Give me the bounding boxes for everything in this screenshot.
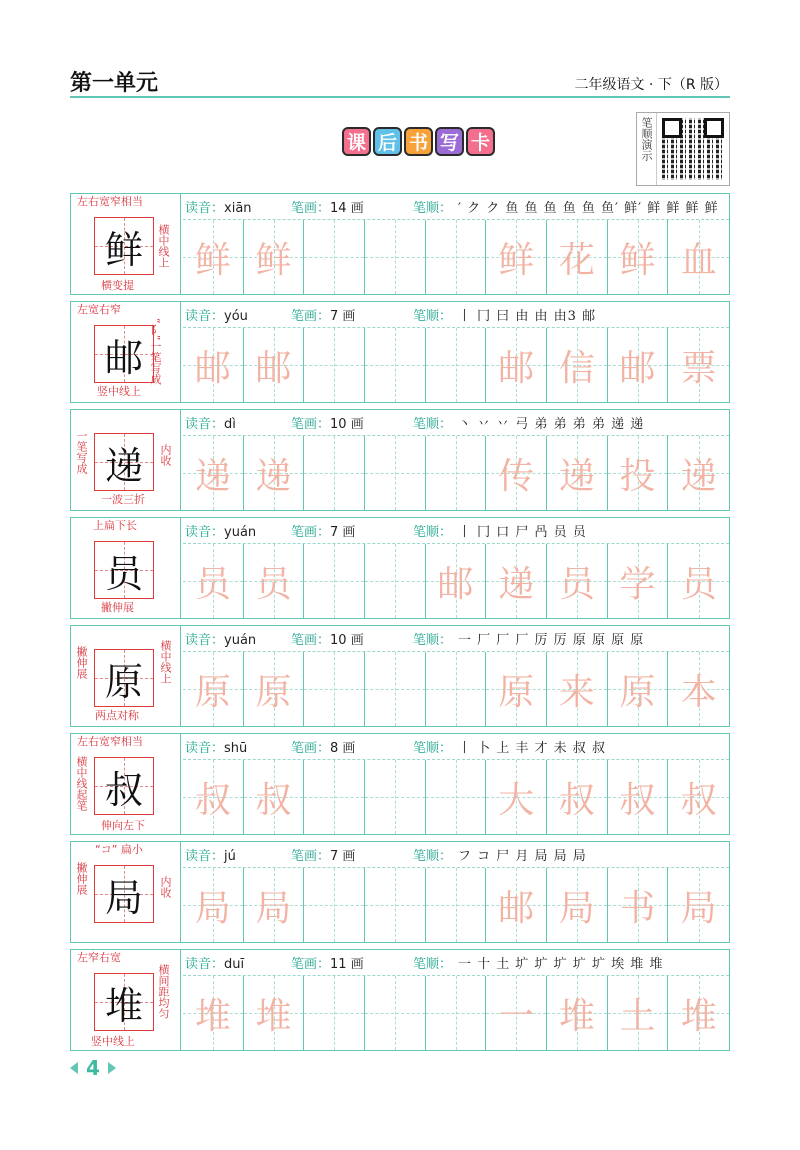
qr-code-icon[interactable] (662, 118, 724, 180)
trace-char: 递 (680, 455, 717, 497)
trace-char: 邮 (437, 563, 474, 605)
order-label: 笔顺： (413, 309, 453, 324)
model-char-panel (71, 842, 181, 942)
practice-cell[interactable] (547, 760, 608, 834)
practice-cell[interactable] (304, 436, 365, 510)
writing-tip: 一波三折 (101, 493, 145, 506)
practice-cell[interactable] (365, 220, 426, 294)
trace-char: 鲜 (255, 239, 292, 281)
model-char-panel (71, 626, 181, 726)
trace-char (304, 436, 364, 510)
writing-row (70, 409, 730, 511)
trace-char: 局 (255, 887, 292, 929)
model-char: 邮 (104, 335, 143, 380)
trace-char (365, 760, 425, 834)
trace-char: 土 (619, 995, 656, 1037)
writing-row (70, 733, 730, 835)
practice-cell[interactable] (426, 544, 487, 618)
writing-row (70, 625, 730, 727)
model-char-panel (71, 410, 181, 510)
trace-char: 局 (194, 887, 231, 929)
practice-cell[interactable] (183, 436, 244, 510)
practice-cell[interactable] (668, 760, 729, 834)
trace-char: 局 (558, 887, 595, 929)
writing-row (70, 193, 730, 295)
practice-cell[interactable] (608, 220, 669, 294)
trace-char (304, 220, 364, 294)
order-label: 笔顺： (413, 957, 453, 972)
practice-cell[interactable] (547, 868, 608, 942)
writing-tip: 伸向左下 (101, 819, 145, 832)
model-char-panel (71, 518, 181, 618)
practice-cell[interactable] (365, 976, 426, 1050)
practice-grid (183, 328, 729, 402)
practice-cell[interactable] (365, 436, 426, 510)
practice-cell[interactable] (668, 976, 729, 1050)
writing-tip: 撇伸展 (75, 862, 88, 895)
tianzige-box (94, 325, 154, 383)
pinyin: xiān (224, 201, 252, 216)
char-info (183, 626, 729, 652)
model-char: 鲜 (104, 227, 143, 272)
stroke-order: ′ ク ク 鱼 鱼 鱼 鱼 鱼 鱼′ 鲜′ 鲜 鲜 鲜 鲜 (458, 201, 719, 216)
practice-cell[interactable] (426, 436, 487, 510)
pinyin: yóu (224, 309, 248, 324)
practice-cell[interactable] (244, 220, 305, 294)
writing-row (70, 949, 730, 1051)
trace-char (365, 652, 425, 726)
practice-cell[interactable] (304, 544, 365, 618)
pager (70, 1056, 116, 1080)
writing-tip: 左宽右窄 (77, 303, 121, 316)
tianzige-box (94, 649, 154, 707)
stroke-count: 7 画 (330, 525, 356, 540)
trace-char: 票 (680, 347, 717, 389)
trace-char: 邮 (498, 887, 535, 929)
practice-cell[interactable] (244, 868, 305, 942)
practice-cell[interactable] (668, 328, 729, 402)
trace-char: 叔 (680, 779, 717, 821)
stroke-order: 丨 冂 口 尸 冎 员 员 (458, 525, 587, 540)
practice-grid (183, 544, 729, 618)
card-title-char: 书 (404, 127, 433, 156)
writing-row (70, 841, 730, 943)
trace-char: 原 (498, 671, 535, 713)
writing-tip: 左窄右宽 (77, 951, 121, 964)
qr-box[interactable] (636, 112, 730, 186)
practice-cell[interactable] (304, 760, 365, 834)
trace-char (426, 220, 486, 294)
practice-cell[interactable] (668, 220, 729, 294)
trace-char: 叔 (619, 779, 656, 821)
model-char-panel (71, 302, 181, 402)
trace-char: 学 (619, 563, 656, 605)
practice-cell[interactable] (486, 220, 547, 294)
order-label: 笔顺： (413, 201, 453, 216)
char-info (183, 194, 729, 220)
practice-cell[interactable] (244, 544, 305, 618)
practice-cell[interactable] (304, 328, 365, 402)
trace-char: 鲜 (498, 239, 535, 281)
practice-cell[interactable] (547, 976, 608, 1050)
order-label: 笔顺： (413, 525, 453, 540)
reading-label: 读音： (185, 633, 225, 648)
practice-grid (183, 436, 729, 510)
practice-cell[interactable] (244, 436, 305, 510)
trace-char: 递 (558, 455, 595, 497)
pinyin: dì (224, 417, 236, 432)
pinyin: yuán (224, 525, 257, 540)
writing-tip: “コ” 扁小 (95, 843, 143, 856)
trace-char: 投 (619, 455, 656, 497)
practice-cell[interactable] (486, 652, 547, 726)
strokes-label: 笔画： (291, 741, 331, 756)
practice-cell[interactable] (608, 328, 669, 402)
unit-title: 第一单元 (70, 71, 159, 96)
practice-cell[interactable] (486, 436, 547, 510)
practice-cell[interactable] (486, 328, 547, 402)
stroke-order: フ コ 尸 月 局 局 局 (458, 849, 587, 864)
reading-label: 读音： (185, 741, 225, 756)
practice-grid (183, 652, 729, 726)
model-char-panel (71, 734, 181, 834)
practice-cell[interactable] (547, 328, 608, 402)
trace-char: 叔 (255, 779, 292, 821)
trace-char: 邮 (255, 347, 292, 389)
order-label: 笔顺： (413, 633, 453, 648)
practice-cell[interactable] (365, 868, 426, 942)
card-title (342, 127, 495, 156)
model-char: 叔 (104, 767, 143, 812)
practice-cell[interactable] (426, 760, 487, 834)
writing-tip: 竖中线上 (97, 385, 141, 398)
trace-char: 员 (255, 563, 292, 605)
practice-cell[interactable] (183, 760, 244, 834)
practice-cell[interactable] (183, 976, 244, 1050)
reading-label: 读音： (185, 525, 225, 540)
stroke-count: 7 画 (330, 309, 356, 324)
practice-cell[interactable] (304, 868, 365, 942)
stroke-count: 11 画 (330, 957, 364, 972)
order-label: 笔顺： (413, 849, 453, 864)
practice-cell[interactable] (304, 976, 365, 1050)
practice-grid (183, 868, 729, 942)
trace-char (365, 436, 425, 510)
writing-tip: “阝”一笔写成 (149, 318, 162, 385)
practice-cell[interactable] (426, 976, 487, 1050)
practice-cell[interactable] (486, 976, 547, 1050)
tianzige-box (94, 865, 154, 923)
practice-cell[interactable] (426, 652, 487, 726)
trace-char: 员 (680, 563, 717, 605)
prev-arrow-icon[interactable] (70, 1062, 78, 1074)
practice-grid (183, 220, 729, 294)
trace-char (426, 868, 486, 942)
card-title-char: 卡 (466, 127, 495, 156)
trace-char: 花 (558, 239, 595, 281)
stroke-order: 丨 冂 曰 由 由 由3 邮 (458, 309, 597, 324)
practice-cell[interactable] (244, 976, 305, 1050)
reading-label: 读音： (185, 957, 225, 972)
writing-tip: 横间距均匀 (157, 964, 170, 1019)
practice-cell[interactable] (608, 976, 669, 1050)
practice-cell[interactable] (244, 652, 305, 726)
practice-cell[interactable] (426, 328, 487, 402)
practice-cell[interactable] (668, 652, 729, 726)
writing-tip: 内收 (159, 876, 172, 898)
practice-cell[interactable] (486, 868, 547, 942)
practice-cell[interactable] (608, 436, 669, 510)
trace-char: 叔 (194, 779, 231, 821)
trace-char: 递 (498, 563, 535, 605)
trace-char (304, 652, 364, 726)
next-arrow-icon[interactable] (108, 1062, 116, 1074)
writing-row (70, 517, 730, 619)
strokes-label: 笔画： (291, 309, 331, 324)
trace-char (365, 220, 425, 294)
card-title-char: 课 (342, 127, 371, 156)
trace-char: 邮 (194, 347, 231, 389)
practice-cell[interactable] (608, 652, 669, 726)
practice-cell[interactable] (365, 328, 426, 402)
practice-cell[interactable] (183, 220, 244, 294)
practice-cell[interactable] (183, 652, 244, 726)
trace-char: 原 (255, 671, 292, 713)
trace-char (426, 436, 486, 510)
practice-cell[interactable] (668, 544, 729, 618)
trace-char: 员 (558, 563, 595, 605)
practice-cell[interactable] (365, 544, 426, 618)
trace-char (426, 760, 486, 834)
writing-tip: 撇伸展 (75, 646, 88, 679)
writing-tip: 两点对称 (95, 709, 139, 722)
stroke-order: 丶 丷 丷 弓 弟 弟 弟 弟 递 递 (458, 417, 645, 432)
trace-char (365, 544, 425, 618)
trace-char: 叔 (558, 779, 595, 821)
practice-cell[interactable] (668, 868, 729, 942)
trace-char: 堆 (558, 995, 595, 1037)
order-label: 笔顺： (413, 417, 453, 432)
trace-char: 堆 (255, 995, 292, 1037)
trace-char: 堆 (680, 995, 717, 1037)
writing-tip: 横中线上 (159, 640, 172, 684)
strokes-label: 笔画： (291, 633, 331, 648)
trace-char (426, 652, 486, 726)
trace-char (304, 544, 364, 618)
trace-char (426, 328, 486, 402)
model-char-panel (71, 950, 181, 1050)
trace-char: 本 (680, 671, 717, 713)
trace-char (365, 328, 425, 402)
writing-tip: 左右宽窄相当 (77, 735, 143, 748)
practice-cell[interactable] (183, 328, 244, 402)
char-info (183, 842, 729, 868)
practice-cell[interactable] (547, 436, 608, 510)
trace-char: 大 (498, 779, 535, 821)
stroke-count: 10 画 (330, 633, 364, 648)
practice-cell[interactable] (183, 544, 244, 618)
practice-cell[interactable] (244, 328, 305, 402)
practice-cell[interactable] (304, 652, 365, 726)
trace-char (365, 868, 425, 942)
writing-tip: 上扁下长 (93, 519, 137, 532)
practice-cell[interactable] (365, 760, 426, 834)
trace-char: 血 (680, 239, 717, 281)
stroke-order: 一 厂 厂 厂 厉 厉 原 原 原 原 (458, 633, 645, 648)
strokes-label: 笔画： (291, 417, 331, 432)
char-info (183, 302, 729, 328)
trace-char: 鲜 (194, 239, 231, 281)
writing-row (70, 301, 730, 403)
practice-cell[interactable] (668, 436, 729, 510)
trace-char: 邮 (619, 347, 656, 389)
practice-cell[interactable] (426, 220, 487, 294)
strokes-label: 笔画： (291, 957, 331, 972)
trace-char (304, 760, 364, 834)
practice-cell[interactable] (183, 868, 244, 942)
tianzige-box (94, 433, 154, 491)
stroke-count: 8 画 (330, 741, 356, 756)
trace-char: 原 (194, 671, 231, 713)
practice-cell[interactable] (547, 220, 608, 294)
order-label: 笔顺： (413, 741, 453, 756)
practice-cell[interactable] (608, 760, 669, 834)
grade-label: 二年级语文 · 下（R 版） (574, 77, 728, 93)
practice-cell[interactable] (486, 544, 547, 618)
tianzige-box (94, 973, 154, 1031)
pinyin: shū (224, 741, 248, 756)
practice-cell[interactable] (486, 760, 547, 834)
practice-cell[interactable] (426, 868, 487, 942)
model-char: 递 (104, 443, 143, 488)
char-info (183, 950, 729, 976)
model-char: 堆 (104, 983, 143, 1028)
pinyin: yuán (224, 633, 257, 648)
trace-char (304, 976, 364, 1050)
header-divider (70, 96, 730, 98)
trace-char: 邮 (498, 347, 535, 389)
practice-cell[interactable] (608, 868, 669, 942)
strokes-label: 笔画： (291, 849, 331, 864)
pinyin: duī (224, 957, 245, 972)
stroke-count: 7 画 (330, 849, 356, 864)
model-char: 局 (104, 875, 143, 920)
card-title-char: 后 (373, 127, 402, 156)
tianzige-box (94, 541, 154, 599)
writing-tip: 横变提 (101, 279, 134, 292)
reading-label: 读音： (185, 309, 225, 324)
pinyin: jú (224, 849, 236, 864)
trace-char: 递 (194, 455, 231, 497)
stroke-order: 一 十 土 圹 圹 圹 圹 圹 埃 堆 堆 (458, 957, 664, 972)
writing-tip: 一笔写成 (75, 430, 88, 474)
writing-tip: 撇伸展 (101, 601, 134, 614)
writing-rows (70, 193, 730, 1057)
reading-label: 读音： (185, 201, 225, 216)
trace-char (304, 868, 364, 942)
char-info (183, 410, 729, 436)
page-number: 4 (86, 1056, 100, 1080)
trace-char: 递 (255, 455, 292, 497)
trace-char (426, 976, 486, 1050)
model-char: 原 (104, 659, 143, 704)
tianzige-box (94, 217, 154, 275)
practice-cell[interactable] (244, 760, 305, 834)
strokes-label: 笔画： (291, 525, 331, 540)
trace-char: 书 (619, 887, 656, 929)
trace-char: 来 (558, 671, 595, 713)
practice-cell[interactable] (365, 652, 426, 726)
char-info (183, 734, 729, 760)
strokes-label: 笔画： (291, 201, 331, 216)
trace-char: 信 (558, 347, 595, 389)
trace-char: 原 (619, 671, 656, 713)
practice-cell[interactable] (608, 544, 669, 618)
model-char: 员 (104, 551, 143, 596)
trace-char: 员 (194, 563, 231, 605)
reading-label: 读音： (185, 417, 225, 432)
qr-label: 笔顺演示 (637, 113, 657, 185)
card-title-char: 写 (435, 127, 464, 156)
practice-cell[interactable] (304, 220, 365, 294)
trace-char: 堆 (194, 995, 231, 1037)
char-info (183, 518, 729, 544)
practice-grid (183, 760, 729, 834)
trace-char (365, 976, 425, 1050)
practice-cell[interactable] (547, 652, 608, 726)
writing-tip: 横中线起笔 (75, 756, 88, 811)
writing-tip: 横中线上 (157, 224, 170, 268)
tianzige-box (94, 757, 154, 815)
model-char-panel (71, 194, 181, 294)
trace-char: 传 (498, 455, 535, 497)
trace-char: 一 (498, 995, 535, 1037)
stroke-count: 14 画 (330, 201, 364, 216)
practice-cell[interactable] (547, 544, 608, 618)
reading-label: 读音： (185, 849, 225, 864)
trace-char: 鲜 (619, 239, 656, 281)
writing-tip: 左右宽窄相当 (77, 195, 143, 208)
stroke-order: 丨 卜 上 丰 才 未 叔 叔 (458, 741, 606, 756)
trace-char: 局 (680, 887, 717, 929)
stroke-count: 10 画 (330, 417, 364, 432)
writing-tip: 竖中线上 (91, 1035, 135, 1048)
writing-tip: 内收 (159, 444, 172, 466)
trace-char (304, 328, 364, 402)
practice-grid (183, 976, 729, 1050)
